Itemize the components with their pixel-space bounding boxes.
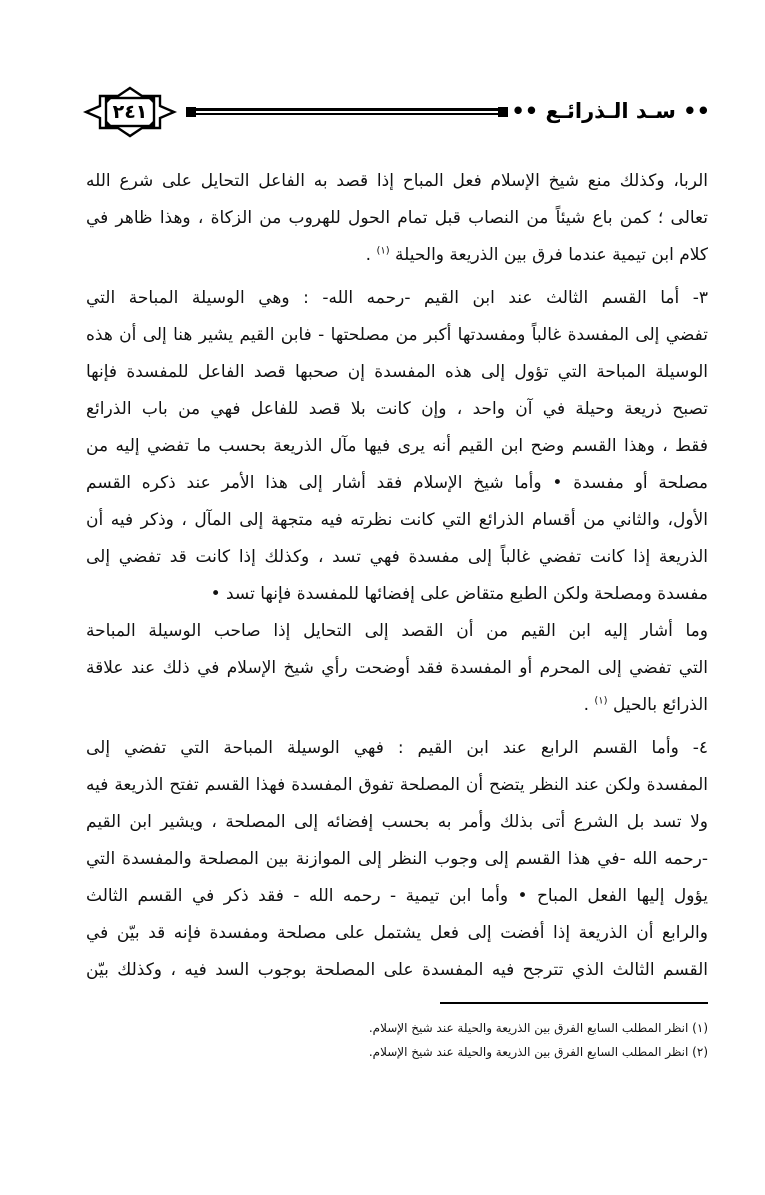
rule-end-square <box>498 107 508 117</box>
text-line: مفسدة ومصلحة ولكن الطبع متقاض على إفضائها للمفسدة فإنها تسد • <box>210 584 708 604</box>
footnote-1: (١) انظر المطلب السابع الفرق بين الذريعة والحيلة عند شيخ الإسلام. <box>368 1021 708 1035</box>
punctuation: . <box>583 695 589 715</box>
text-line: تفضي إلى المفسدة غالباً ومفسدتها أكبر من مصلحتها - فابن القيم يشير هنا إلى أن هذه <box>86 325 708 345</box>
running-title: •• سـد الـذرائـع •• <box>511 99 710 123</box>
header-rule <box>186 107 508 116</box>
text-line: الذريعة إذا كانت تفضي غالباً إلى مفسدة فهي تسد ، وكذلك إذا كانت قد تفضي إلى <box>86 547 708 567</box>
text-line: الأول، والثاني من أقسام الذرائع التي كانت نظرته فيه متجهة إلى المآل ، وذكر فيه أن <box>86 510 708 530</box>
page-header <box>80 86 710 138</box>
text-line: الوسيلة المباحة التي تؤول إلى هذه المفسدة إن صحبها قصد الفاعل للمفسدة فإنها <box>86 362 708 382</box>
punctuation: . <box>365 245 372 265</box>
text-line: ولا تسد بل الشرع أتى بذلك وأمر به بحسب إفضائه إلى المصلحة ، ويشير ابن القيم <box>86 812 708 832</box>
footnotes <box>250 1016 708 1064</box>
text-line: القسم الثالث الذي تترجح فيه المفسدة على المصلحة بوجوب السد فيه ، وكذلك بيّن <box>86 960 708 980</box>
footnote-ref[interactable]: (١) <box>594 695 608 707</box>
text-line: فقط ، وهذا القسم وضح ابن القيم أنه يرى فيها مآل الذريعة بحسب ما تفضي إليه من <box>86 436 708 456</box>
body-text <box>86 163 708 989</box>
text-line: تعالى ؛ كمن باع شيئاً من النصاب قبل تمام الحول للهروب من الزكاة ، وهذا ظاهر في <box>86 208 708 228</box>
text-line: تصبح ذريعة وحيلة في آن واحد ، وإن كانت بلا قصد للفاعل فهي من باب الذرائع <box>86 399 708 419</box>
footnote-separator <box>440 1002 708 1004</box>
footnote-ref[interactable]: (١) <box>376 245 390 257</box>
text-line-content: الذرائع بالحيل <box>612 695 708 715</box>
text-line: المفسدة ولكن عند النظر يتضح أن المصلحة تفوق المفسدة فهذا القسم تفتح الذريعة فيه <box>86 775 708 795</box>
text-line: ٤- وأما القسم الرابع عند ابن القيم : فهي الوسيلة المباحة التي تفضي إلى <box>86 738 708 758</box>
text-line: يؤول إليها الفعل المباح • وأما ابن تيمية - رحمه الله - فقد ذكر في القسم الثالث <box>86 886 708 906</box>
text-line <box>86 237 708 274</box>
page-number-ornament <box>82 86 178 138</box>
footnote-2: (٢) انظر المطلب السابع الفرق بين الذريعة والحيلة عند شيخ الإسلام. <box>368 1045 708 1059</box>
text-line: ٣- أما القسم الثالث عند ابن القيم -رحمه الله- : وهي الوسيلة المباحة التي <box>86 288 708 308</box>
text-line: مصلحة أو مفسدة • وأما شيخ الإسلام فقد أشار إلى هذا الأمر عند ذكره القسم <box>86 473 708 493</box>
page-number: ٢٤١ <box>112 101 148 123</box>
rule-line <box>194 108 500 111</box>
text-line <box>86 687 708 724</box>
text-line: التي تفضي إلى المحرم أو المفسدة فقد أوضحت رأي شيخ الإسلام في ذلك عند علاقة <box>86 658 708 678</box>
text-line-content: كلام ابن تيمية عندما فرق بين الذريعة والحيلة <box>395 245 708 265</box>
text-line: الربا، وكذلك منع شيخ الإسلام فعل المباح إذا قصد به الفاعل التحايل على شرع الله <box>86 171 708 191</box>
text-line: وما أشار إليه ابن القيم من أن القصد إلى التحايل إذا صاحب الوسيلة المباحة <box>86 621 708 641</box>
text-line: والرابع أن الذريعة إذا أفضت إلى فعل يشتمل على مصلحة ومفسدة فإنه قد بيّن في <box>86 923 708 943</box>
text-line: -رحمه الله -في هذا القسم إلى وجوب النظر إلى الموازنة بين المصلحة والمفسدة التي <box>86 849 708 869</box>
rule-line <box>194 113 500 115</box>
